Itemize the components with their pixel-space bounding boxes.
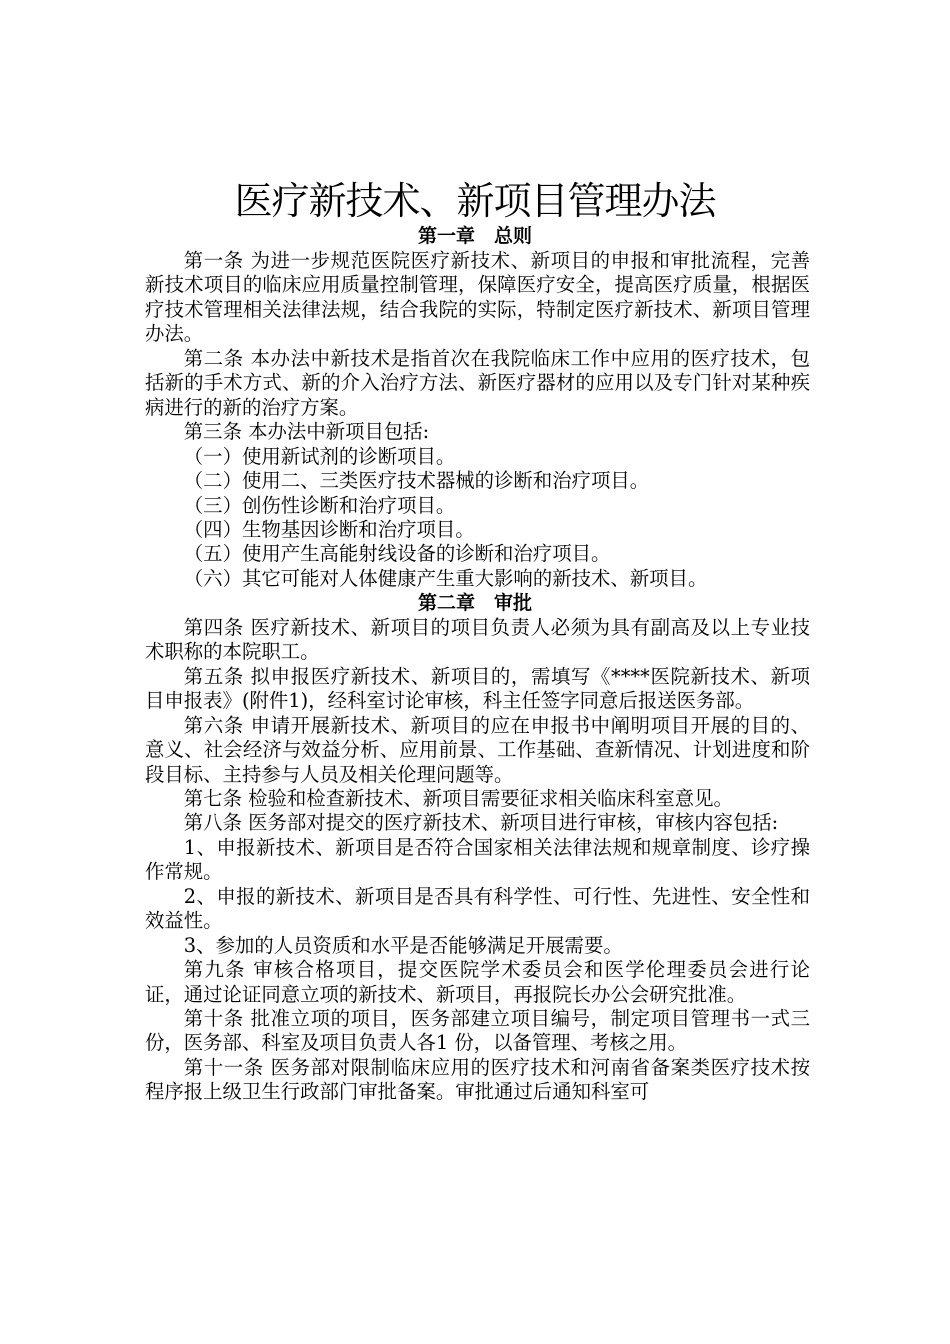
- body-text: [145, 249, 810, 1105]
- article-3-item-1: （一）使用新试剂的诊断项目。: [183, 444, 456, 468]
- document-title: 医疗新技术、新项目管理办法: [234, 179, 716, 223]
- article-3: 第三条 本办法中新项目包括:: [183, 420, 430, 444]
- chapter-heading-2: 第二章 审批: [417, 592, 532, 615]
- chapter-heading-1: 第一章 总则: [417, 225, 532, 247]
- article-3-item-6: （六）其它可能对人体健康产生重大影响的新技术、新项目。: [183, 566, 708, 590]
- article-10: 第十条 批准立项的项目，医务部建立项目编号，制定项目管理书一式三份，医务部、科室及项目负责人各1 份，以备管理、考核之用。: [145, 1007, 810, 1055]
- article-2: 第二条 本办法中新技术是指首次在我院临床工作中应用的医疗技术，包括新的手术方式、新的介入治疗方法、新医疗器材的应用以及专门针对某种疾病进行的新的治疗方案。: [145, 346, 810, 419]
- article-8-item-2: 2、申报的新技术、新项目是否具有科学性、可行性、先进性、安全性和效益性。: [145, 884, 810, 933]
- article-3-item-4: （四）生物基因诊断和治疗项目。: [183, 517, 475, 541]
- chapter-heading-2-slot: [145, 591, 810, 615]
- article-4: 第四条 医疗新技术、新项目的项目负责人必须为具有副高及以上专业技术职称的本院职工。: [145, 615, 810, 664]
- article-8: 第八条 医务部对提交的医疗新技术、新项目进行审核，审核内容包括:: [183, 811, 779, 835]
- article-3-item-2: （二）使用二、三类医疗技术器械的诊断和治疗项目。: [183, 469, 650, 493]
- article-9: 第九条 审核合格项目，提交医院学术委员会和医学伦理委员会进行论证，通过论证同意立项的新技术、新项目，再报院长办公会研究批准。: [145, 958, 810, 1006]
- article-3-item-5: （五）使用产生高能射线设备的诊断和治疗项目。: [183, 542, 611, 566]
- article-6: 第六条 申请开展新技术、新项目的应在申报书中阐明项目开展的目的、意义、社会经济与效益分析、应用前景、工作基础、查新情况、计划进度和阶段目标、主持参与人员及相关伦理问题等。: [145, 713, 810, 786]
- article-1: 第一条 为进一步规范医院医疗新技术、新项目的申报和审批流程，完善新技术项目的临床应用质量控制管理，保障医疗安全，提高医疗质量，根据医疗技术管理相关法律法规，结合我院的实际，特制定医疗新技术、新项目管理办法。: [145, 249, 810, 346]
- article-11: 第十一条 医务部对限制临床应用的医疗技术和河南省备案类医疗技术按程序报上级卫生行政部门审批备案。审批通过后通知科室可: [145, 1055, 810, 1104]
- article-5: 第五条 拟申报医疗新技术、新项目的，需填写《****医院新技术、新项目申报表》(附件1)，经科室讨论审核，科主任签字同意后报送医务部。: [145, 664, 810, 713]
- article-8-item-3: 3、参加的人员资质和水平是否能够满足开展需要。: [183, 933, 623, 957]
- article-3-item-3: （三）创伤性诊断和治疗项目。: [183, 493, 456, 517]
- article-7: 第七条 检验和检查新技术、新项目需要征求相关临床科室意见。: [183, 786, 733, 810]
- article-8-item-1: 1、申报新技术、新项目是否符合国家相关法律法规和规章制度、诊疗操作常规。: [145, 835, 810, 884]
